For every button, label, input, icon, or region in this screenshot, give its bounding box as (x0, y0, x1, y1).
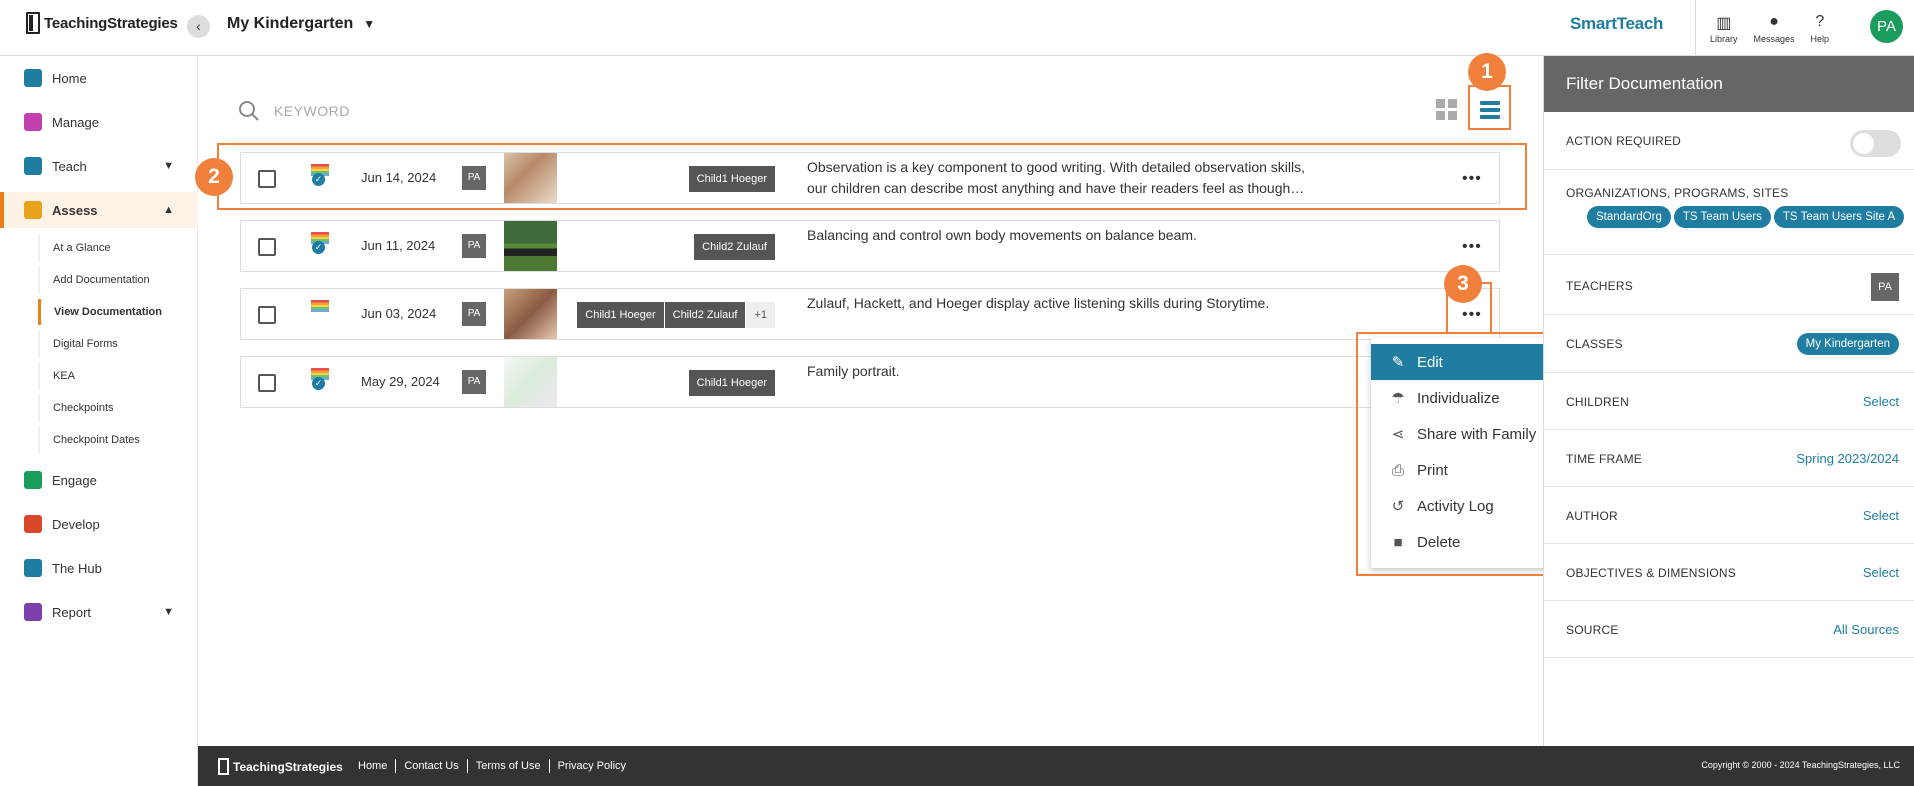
highlight-list-view (1468, 85, 1511, 130)
filter-children (1544, 373, 1914, 430)
sidebar-item-teach[interactable] (0, 148, 198, 184)
logo-text: TeachingStrategies (44, 14, 178, 32)
sidebar-item-manage[interactable] (0, 104, 198, 140)
user-avatar[interactable]: PA (1870, 10, 1903, 43)
filter-teachers (1544, 255, 1914, 315)
filter-objectives (1544, 544, 1914, 601)
trash-icon: ■ (1393, 533, 1403, 551)
class-name: My Kindergarten (227, 15, 354, 32)
sidebar-item-the-hub[interactable] (0, 550, 198, 586)
organization-pills (1587, 206, 1907, 228)
row-date: May 29, 2024 (361, 374, 440, 389)
assess-sub-checkpoints[interactable]: Checkpoints (38, 395, 198, 421)
filter-title: Filter Documentation (1544, 56, 1914, 112)
assess-sub-add-documentation[interactable]: Add Documentation (38, 267, 198, 293)
organizations-label: ORGANIZATIONS, PROGRAMS, SITES (1566, 186, 1789, 200)
engage-icon (24, 471, 42, 489)
report-icon (24, 603, 42, 621)
documentation-note (807, 225, 1327, 246)
note-line: Zulauf, Hackett, and Hoeger display active listening skills during Storytime. (807, 295, 1270, 311)
note-line: Family portrait. (807, 363, 900, 379)
collapse-sidebar-button[interactable]: ‹ (187, 15, 210, 38)
row-checkbox[interactable] (258, 306, 276, 324)
more-actions-icon[interactable]: ••• (1462, 238, 1482, 255)
chevron-down-icon: ▼ (163, 606, 174, 618)
sidebar-item-label: Report (52, 604, 92, 620)
objectives-select-link[interactable]: Select (1862, 565, 1899, 580)
highlight-actions-menu (1356, 332, 1569, 576)
filter-timeframe (1544, 430, 1914, 487)
author-select-link[interactable]: Select (1862, 508, 1899, 523)
sidebar-item-report[interactable] (0, 594, 198, 630)
filter-action-required (1544, 112, 1914, 170)
timeframe-label: TIME FRAME (1566, 452, 1642, 466)
children-select-link[interactable]: Select (1862, 394, 1899, 409)
author-badge: PA (462, 302, 486, 326)
menu-item-label: Share with Family (1417, 425, 1537, 443)
annotation-badge-3: 3 (1444, 265, 1482, 303)
assess-sub-at-a-glance[interactable]: At a Glance (38, 235, 198, 261)
child-tag[interactable]: Child2 Zulauf (694, 234, 775, 260)
assess-sub-kea[interactable]: KEA (38, 363, 198, 389)
sidebar (0, 56, 198, 786)
documentation-row[interactable] (240, 220, 1500, 272)
highlight-first-row (217, 143, 1527, 210)
author-label: AUTHOR (1566, 509, 1618, 523)
home-icon (24, 69, 42, 87)
top-icon-label: Help (1810, 33, 1830, 44)
documentation-status-icon (311, 368, 329, 390)
note-line: Balancing and control own body movements on balance beam. (807, 227, 1197, 243)
more-actions-icon[interactable]: ••• (1462, 306, 1482, 323)
timeframe-select-link[interactable]: Spring 2023/2024 (1796, 451, 1899, 466)
library-icon: ▥ (1716, 14, 1732, 32)
assess-icon (24, 201, 42, 219)
teach-icon (24, 157, 42, 175)
menu-item-label: Activity Log (1417, 497, 1494, 515)
sidebar-item-label: The Hub (52, 560, 102, 576)
individualize-icon: ☂ (1391, 390, 1405, 407)
documentation-row[interactable] (240, 288, 1500, 340)
chevron-down-icon: ▼ (163, 160, 174, 172)
chevron-down-icon: ▼ (363, 17, 376, 31)
author-badge: PA (462, 166, 486, 190)
grid-view-icon[interactable] (1436, 99, 1457, 120)
child-tags (576, 302, 775, 328)
sidebar-item-engage[interactable] (0, 462, 198, 498)
menu-item-label: Delete (1417, 533, 1461, 551)
organization-pill[interactable]: StandardOrg (1587, 206, 1671, 228)
top-help-button[interactable] (1811, 0, 1830, 56)
children-label: CHILDREN (1566, 395, 1629, 409)
note-line: Observation is a key component to good writing. With detailed observation skills, (807, 159, 1306, 175)
top-messages-button[interactable] (1754, 0, 1795, 56)
footer-link-privacy-policy[interactable]: Privacy Policy (549, 759, 634, 773)
organization-pill[interactable]: TS Team Users Site A (1774, 206, 1904, 228)
top-icon-label: Library (1710, 33, 1738, 44)
row-date: Jun 11, 2024 (361, 238, 436, 253)
row-checkbox[interactable] (258, 374, 276, 392)
smartteach-logo: SmartTeach (1570, 14, 1664, 33)
footer-link-home[interactable]: Home (358, 760, 388, 772)
top-bar (0, 0, 1914, 56)
filter-source (1544, 601, 1914, 658)
action-required-label: ACTION REQUIRED (1566, 134, 1682, 148)
history-icon: ↺ (1391, 498, 1405, 515)
child-tags (688, 370, 775, 396)
footer-logo-mark-icon (218, 758, 229, 775)
action-required-toggle[interactable] (1850, 130, 1901, 157)
sidebar-item-home[interactable] (0, 60, 198, 96)
top-icon-label: Messages (1753, 33, 1795, 44)
teachingstrategies-logo[interactable] (26, 12, 178, 34)
classes-label: CLASSES (1566, 337, 1623, 351)
share-icon: ⋖ (1391, 426, 1405, 443)
footer (198, 746, 1914, 786)
filter-organizations (1544, 170, 1914, 255)
note-line: our children can describe most anything and have their readers feel as though… (807, 180, 1305, 196)
documentation-thumbnail[interactable] (504, 357, 557, 407)
menu-item-label: Print (1417, 461, 1448, 479)
sidebar-item-label: Engage (52, 472, 97, 488)
child-tag[interactable]: Child1 Hoeger (689, 370, 775, 396)
filter-panel (1543, 56, 1914, 746)
source-label: SOURCE (1566, 623, 1619, 637)
child-tag[interactable]: Child2 Zulauf (665, 302, 746, 328)
class-selector[interactable] (227, 15, 375, 33)
assess-sub-checkpoint-dates[interactable]: Checkpoint Dates (38, 427, 198, 453)
footer-links (350, 759, 634, 773)
check-icon: ✓ (312, 377, 325, 390)
row-date: Jun 03, 2024 (361, 306, 437, 321)
check-icon: ✓ (312, 173, 325, 186)
sidebar-item-label: Develop (52, 516, 100, 532)
footer-link-terms-of-use[interactable]: Terms of Use (467, 759, 549, 773)
teacher-badge[interactable]: PA (1871, 273, 1899, 301)
row-date: Jun 14, 2024 (361, 170, 437, 185)
documentation-status-icon (311, 300, 329, 322)
sidebar-item-label: Assess (52, 202, 98, 218)
class-pill[interactable]: My Kindergarten (1797, 333, 1899, 355)
teachers-label: TEACHERS (1566, 279, 1633, 293)
check-icon: ✓ (312, 241, 325, 254)
more-children-tag[interactable]: +1 (746, 302, 775, 328)
documentation-row[interactable] (240, 353, 1500, 408)
copyright: Copyright © 2000 - 2024 TeachingStrategies, LLC (1701, 760, 1900, 770)
sidebar-item-label: Manage (52, 114, 99, 130)
help-icon: ? (1815, 12, 1825, 30)
assess-sub-view-documentation[interactable]: View Documentation (38, 299, 198, 325)
sidebar-item-label: Teach (52, 158, 87, 174)
author-badge: PA (462, 370, 486, 394)
manage-icon (24, 113, 42, 131)
documentation-note (807, 361, 1327, 382)
print-icon: ⎙ (1391, 461, 1404, 479)
child-tag[interactable]: Child1 Hoeger (577, 302, 663, 328)
sidebar-item-assess[interactable] (0, 192, 198, 228)
search-icon (238, 100, 260, 122)
menu-item-label: Individualize (1417, 389, 1500, 407)
logo-mark-icon (26, 12, 40, 34)
author-badge: PA (462, 234, 486, 258)
child-tags (693, 234, 775, 260)
objectives-label: OBJECTIVES & DIMENSIONS (1566, 566, 1736, 580)
develop-icon (24, 515, 42, 533)
documentation-note (807, 293, 1327, 314)
search-input[interactable]: KEYWORD (274, 103, 350, 119)
more-actions-icon[interactable]: ••• (1462, 170, 1482, 187)
menu-item-label: Edit (1417, 353, 1443, 371)
footer-logo[interactable] (218, 758, 343, 775)
top-icons (1695, 0, 1829, 56)
sidebar-item-develop[interactable] (0, 506, 198, 542)
annotation-badge-1: 1 (1468, 53, 1506, 91)
footer-link-contact-us[interactable]: Contact Us (395, 759, 466, 773)
source-select-link[interactable]: All Sources (1833, 622, 1899, 637)
hub-icon (24, 559, 42, 577)
top-library-button[interactable] (1710, 0, 1738, 56)
sidebar-item-label: Home (52, 70, 87, 86)
chevron-up-icon: ▲ (163, 204, 174, 216)
child-tag[interactable]: Child1 Hoeger (689, 166, 775, 192)
documentation-status-icon (311, 232, 329, 254)
assess-sub-digital-forms[interactable]: Digital Forms (38, 331, 198, 357)
search-bar[interactable] (238, 100, 350, 122)
documentation-thumbnail[interactable] (504, 289, 557, 339)
filter-classes (1544, 315, 1914, 373)
documentation-thumbnail[interactable] (504, 221, 557, 271)
filter-author (1544, 487, 1914, 544)
organization-pill[interactable]: TS Team Users (1674, 206, 1771, 228)
annotation-badge-2: 2 (195, 158, 233, 196)
row-checkbox[interactable] (258, 238, 276, 256)
edit-icon: ✎ (1391, 354, 1405, 371)
footer-brand: TeachingStrategies (233, 759, 343, 774)
messages-icon: ● (1769, 12, 1779, 30)
